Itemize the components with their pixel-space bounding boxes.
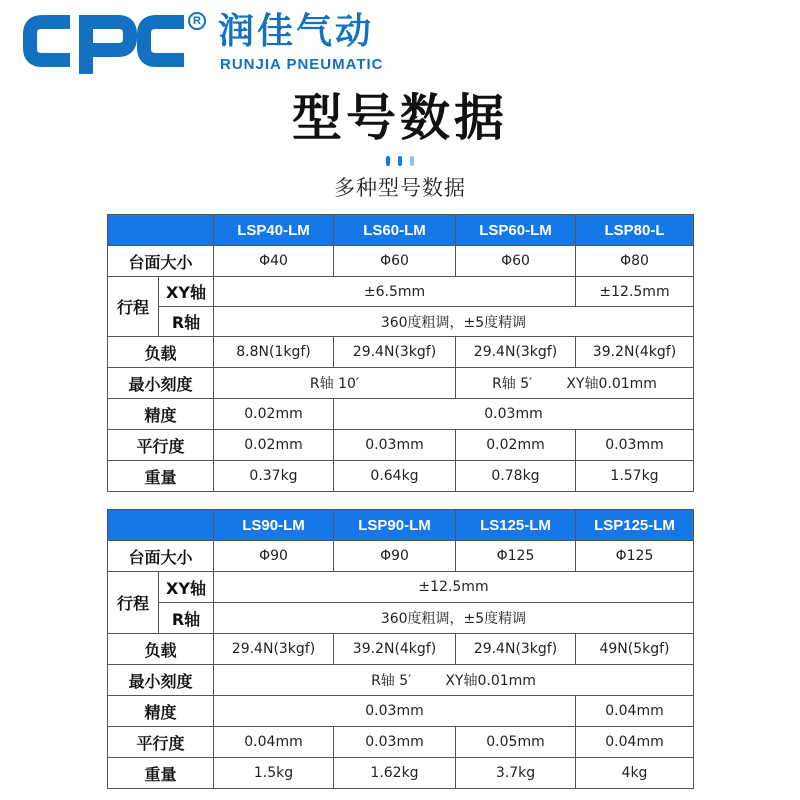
table-cell: 1.57kg	[576, 461, 694, 492]
row-label-accuracy: 精度	[108, 696, 214, 727]
table-cell: 39.2N(4kgf)	[334, 634, 456, 665]
table-cell: 29.4N(3kgf)	[214, 634, 334, 665]
table-cell: 0.04mm	[576, 727, 694, 758]
table-cell	[214, 665, 694, 696]
table-row	[108, 665, 694, 696]
model-header: LSP60-LM	[456, 215, 576, 246]
page-subtitle: 多种型号数据	[334, 176, 466, 200]
table-row	[108, 727, 694, 758]
table-cell: 0.03mm	[334, 430, 456, 461]
row-label-parallelism: 平行度	[108, 430, 214, 461]
table-cell: 0.02mm	[214, 399, 334, 430]
table-row	[108, 307, 694, 337]
row-label-stroke-r: R轴	[159, 603, 214, 634]
row-label-load: 负载	[108, 337, 214, 368]
table-cell: 0.02mm	[214, 430, 334, 461]
table-cell: ±12.5mm	[576, 277, 694, 307]
table-row	[108, 277, 694, 307]
row-label-accuracy: 精度	[108, 399, 214, 430]
table-cell: Φ90	[214, 541, 334, 572]
table-row	[108, 603, 694, 634]
model-header: LS60-LM	[334, 215, 456, 246]
row-label-weight: 重量	[108, 461, 214, 492]
row-label-stroke-xy: XY轴	[159, 572, 214, 603]
row-label-load: 负载	[108, 634, 214, 665]
table-cell: Φ80	[576, 246, 694, 277]
table-cell: 0.04mm	[576, 696, 694, 727]
table-cell: 0.05mm	[456, 727, 576, 758]
decorative-dots	[383, 155, 417, 167]
row-label-stroke-xy: XY轴	[159, 277, 214, 307]
min-scale-r: R轴 5′	[492, 376, 533, 392]
model-header: LSP40-LM	[214, 215, 334, 246]
row-label-size: 台面大小	[108, 541, 214, 572]
model-header: LSP90-LM	[334, 510, 456, 541]
table-cell: 0.03mm	[334, 727, 456, 758]
table-cell: Φ40	[214, 246, 334, 277]
table-row	[108, 541, 694, 572]
table-cell: 0.78kg	[456, 461, 576, 492]
table-row	[108, 572, 694, 603]
spec-table-1	[107, 214, 694, 492]
table-cell: 0.04mm	[214, 727, 334, 758]
model-header: LS125-LM	[456, 510, 576, 541]
table-cell: Φ90	[334, 541, 456, 572]
table-cell	[456, 368, 694, 399]
table-cell: 1.5kg	[214, 758, 334, 789]
table-cell: 3.7kg	[456, 758, 576, 789]
table-cell: 0.03mm	[214, 696, 576, 727]
table-cell: 360度粗调，±5度精调	[214, 307, 694, 337]
min-scale-r: R轴 5′	[371, 673, 412, 689]
model-header: LS90-LM	[214, 510, 334, 541]
table-cell: 1.62kg	[334, 758, 456, 789]
cpc-logo-mark	[18, 8, 190, 74]
row-label-stroke: 行程	[108, 277, 159, 337]
table-row	[108, 758, 694, 789]
table-cell: Φ125	[456, 541, 576, 572]
table-row	[108, 399, 694, 430]
table-cell: R轴 10′	[214, 368, 456, 399]
min-scale-xy: XY轴0.01mm	[445, 673, 536, 689]
table-cell: Φ125	[576, 541, 694, 572]
table-cell: 49N(5kgf)	[576, 634, 694, 665]
table-row	[108, 696, 694, 727]
table-row	[108, 246, 694, 277]
brand-name-en: RUNJIA PNEUMATIC	[220, 56, 384, 73]
table-cell: 0.64kg	[334, 461, 456, 492]
row-label-min-scale: 最小刻度	[108, 368, 214, 399]
row-label-min-scale: 最小刻度	[108, 665, 214, 696]
header-row	[108, 215, 694, 246]
min-scale-xy: XY轴0.01mm	[566, 376, 657, 392]
registered-mark: R	[188, 12, 206, 30]
brand-logo	[18, 8, 384, 74]
row-label-parallelism: 平行度	[108, 727, 214, 758]
row-label-stroke: 行程	[108, 572, 159, 634]
table-cell: 29.4N(3kgf)	[334, 337, 456, 368]
row-label-size: 台面大小	[108, 246, 214, 277]
table-row	[108, 337, 694, 368]
model-header: LSP125-LM	[576, 510, 694, 541]
table-cell: Φ60	[334, 246, 456, 277]
page-title: 型号数据	[292, 89, 508, 147]
brand-name-cn: 润佳气动	[218, 11, 375, 52]
table-row	[108, 634, 694, 665]
table-cell: 29.4N(3kgf)	[456, 337, 576, 368]
table-cell: 0.03mm	[576, 430, 694, 461]
table-cell: Φ60	[456, 246, 576, 277]
table-cell: 0.03mm	[334, 399, 694, 430]
spec-table-2	[107, 509, 694, 789]
table-cell: 0.37kg	[214, 461, 334, 492]
row-label-stroke-r: R轴	[159, 307, 214, 337]
table-cell: ±6.5mm	[214, 277, 576, 307]
header-corner	[108, 215, 214, 246]
model-header: LSP80-L	[576, 215, 694, 246]
table-cell: 4kg	[576, 758, 694, 789]
table-cell: 8.8N(1kgf)	[214, 337, 334, 368]
table-cell: 39.2N(4kgf)	[576, 337, 694, 368]
table-cell: 360度粗调，±5度精调	[214, 603, 694, 634]
table-row	[108, 368, 694, 399]
header-corner	[108, 510, 214, 541]
table-cell: 29.4N(3kgf)	[456, 634, 576, 665]
header-row	[108, 510, 694, 541]
table-cell: ±12.5mm	[214, 572, 694, 603]
row-label-weight: 重量	[108, 758, 214, 789]
table-row	[108, 461, 694, 492]
table-row	[108, 430, 694, 461]
table-cell: 0.02mm	[456, 430, 576, 461]
